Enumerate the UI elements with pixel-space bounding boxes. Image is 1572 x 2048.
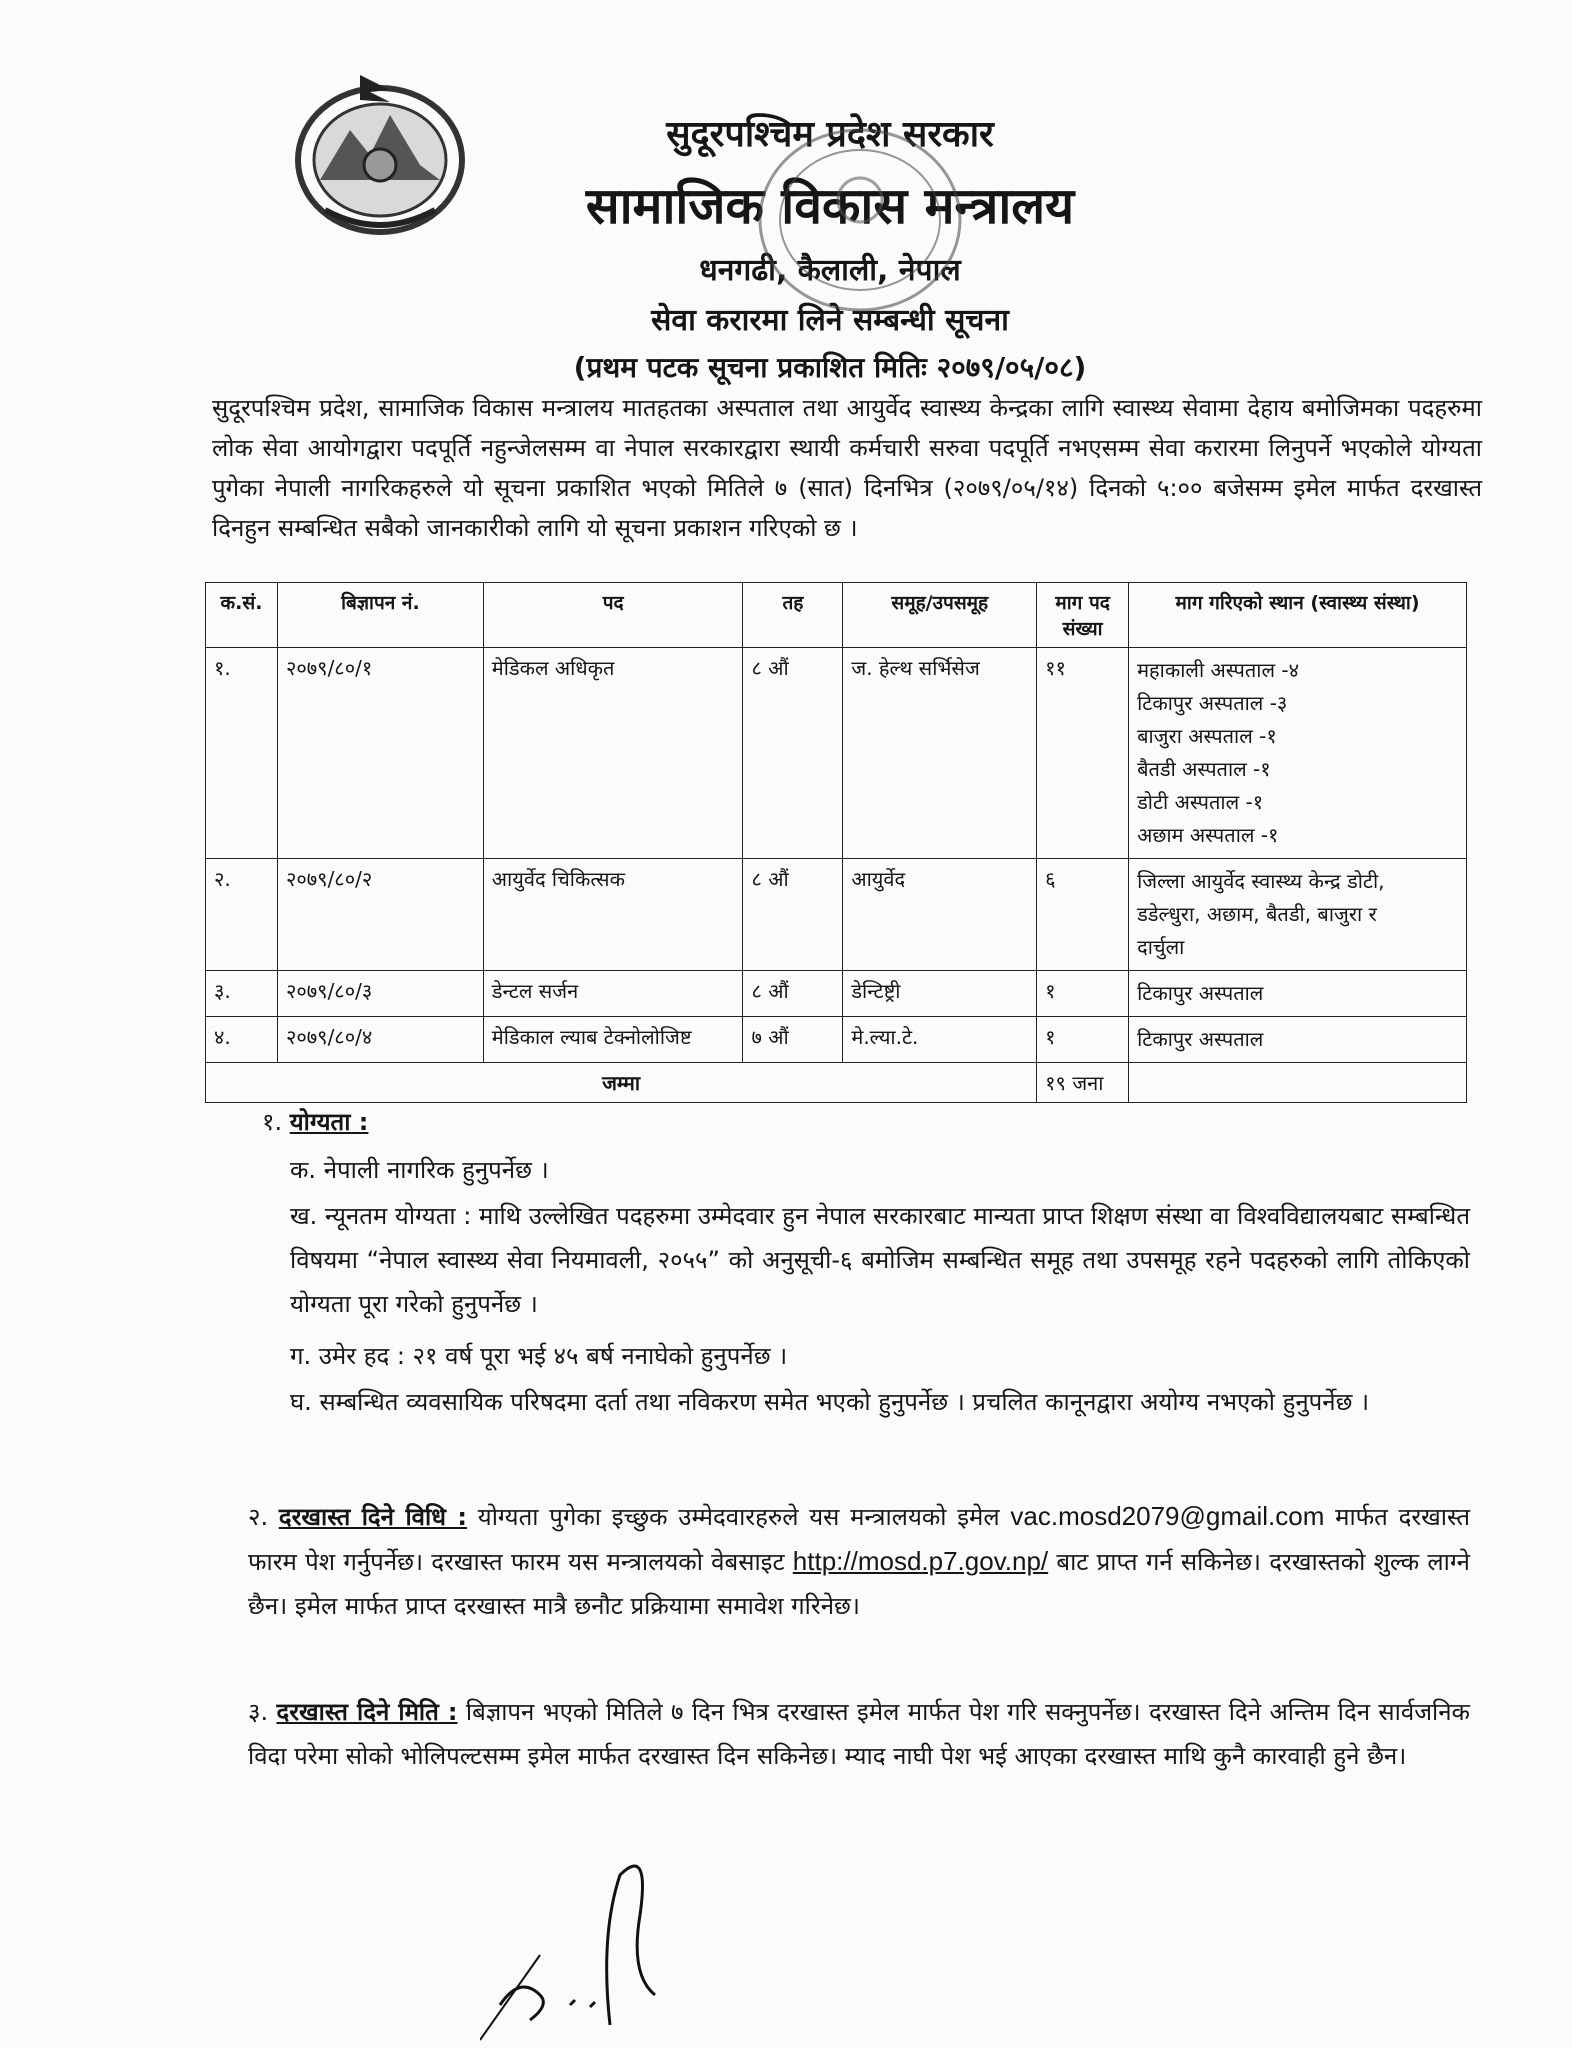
section-2-number: २. bbox=[248, 1503, 269, 1531]
intro-paragraph: सुदूरपश्चिम प्रदेश, सामाजिक विकास मन्त्रालय मातहतका अस्पताल तथा आयुर्वेद स्वास्थ्य केन्द्रका लागि स्वास्थ्य सेवामा देहाय बमोजिमका पदहरुमा लोक सेवा आयोगद्वारा पदपूर्ति नहुन्जेलसम्म वा नेपाल सरकारद्वारा स्थायी कर्मचारी सरुवा पदपूर्ति नभएसम्म सेवा करारमा लिनुपर्ने भएकोले योग्यता पुगेका नेपाली नागरिकहरुले यो सूचना प्रकाशित भएको मितिले ७ (सात) दिनभित्र (२०७९/०५/१४) दिनको ५:०० बजेसम्म इमेल मार्फत दरखास्त दिनहुन सम्बन्धित सबैको जानकारीको लागि यो सूचना प्रकाशन गरिएको छ । bbox=[212, 394, 1482, 542]
cell-count: १ bbox=[1037, 1017, 1129, 1063]
cell-location bbox=[1129, 648, 1467, 859]
header-location: माग गरिएको स्थान (स्वास्थ्य संस्था) bbox=[1129, 583, 1467, 648]
cell-sn: १. bbox=[206, 648, 278, 859]
cell-post: मेडिकाल ल्याब टेक्नोलोजिष्ट bbox=[483, 1017, 743, 1063]
cell-sn: २. bbox=[206, 859, 278, 971]
location-line: डडेल्धुरा, अछाम, बैतडी, बाजुरा र bbox=[1137, 902, 1377, 926]
cell-level: ८ औं bbox=[743, 648, 843, 859]
header-count: माग पद संख्या bbox=[1037, 583, 1129, 648]
section-2-text-2: मार्फत दरखास्त फारम पेश गर्नुपर्नेछ। दरखास्त फारम यस मन्त्रालयको वेबसाइट bbox=[248, 1503, 1471, 1576]
section-3-title: दरखास्त दिने मिति : bbox=[276, 1698, 458, 1726]
location-line: टिकापुर अस्पताल -३ bbox=[1137, 691, 1288, 715]
location-line: अछाम अस्पताल -१ bbox=[1137, 823, 1279, 847]
header-sn: क.सं. bbox=[206, 583, 278, 648]
header-ministry: सामाजिक विकास मन्त्रालय bbox=[585, 177, 1075, 235]
cell-adv-no: २०७९/८०/३ bbox=[277, 971, 483, 1017]
cell-level: ८ औं bbox=[743, 859, 843, 971]
cell-group: डेन्टिष्ट्री bbox=[843, 971, 1037, 1017]
cell-location bbox=[1129, 859, 1467, 971]
section-2-title: दरखास्त दिने विधि : bbox=[278, 1503, 468, 1531]
cell-adv-no: २०७९/८०/२ bbox=[277, 859, 483, 971]
qualification-d: घ. सम्बन्धित व्यवसायिक परिषदमा दर्ता तथा नविकरण समेत भएको हुनुपर्नेछ । प्रचलित कानूनद्वारा अयोग्य नभएको हुनुपर्नेछ । bbox=[290, 1388, 1370, 1416]
section-2-text-1: योग्यता पुगेका इच्छुक उम्मेदवारहरुले यस मन्त्रालयको इमेल bbox=[477, 1503, 1000, 1531]
table-header-row bbox=[206, 583, 1467, 648]
location-line: दार्चुला bbox=[1137, 935, 1185, 959]
nepal-emblem-icon bbox=[290, 70, 470, 240]
qualification-a: क. नेपाली नागरिक हुनुपर्नेछ । bbox=[290, 1156, 549, 1184]
cell-group: ज. हेल्थ सर्भिसेज bbox=[843, 648, 1037, 859]
cell-count: ११ bbox=[1037, 648, 1129, 859]
notice-title: सेवा करारमा लिने सम्बन्धी सूचना bbox=[651, 303, 1009, 338]
cell-post: डेन्टल सर्जन bbox=[483, 971, 743, 1017]
section-3 bbox=[248, 1690, 1470, 1778]
email-link[interactable]: vac.mosd2079@gmail.com bbox=[1010, 1501, 1325, 1531]
official-stamp-icon bbox=[750, 120, 970, 320]
section-1-number: १. bbox=[262, 1108, 283, 1136]
table-row bbox=[206, 971, 1467, 1017]
total-label: जम्मा bbox=[206, 1063, 1037, 1103]
cell-post: आयुर्वेद चिकित्सक bbox=[483, 859, 743, 971]
section-2-text-3: बाट प्राप्त गर्न सकिनेछ। दरखास्तको शुल्क लाग्ने छैन। इमेल मार्फत प्राप्त दरखास्त मात्रै छनौट प्रक्रियामा समावेश गरिनेछ। bbox=[248, 1548, 1470, 1620]
total-empty-cell bbox=[1129, 1063, 1467, 1103]
cell-sn: ३. bbox=[206, 971, 278, 1017]
cell-level: ८ औं bbox=[743, 971, 843, 1017]
location-line: डोटी अस्पताल -१ bbox=[1137, 790, 1264, 814]
cell-post: मेडिकल अधिकृत bbox=[483, 648, 743, 859]
section-1-title: योग्यता : bbox=[289, 1108, 369, 1136]
section-1-heading bbox=[262, 1100, 368, 1144]
cell-count: १ bbox=[1037, 971, 1129, 1017]
header-post: पद bbox=[483, 583, 743, 648]
website-link[interactable]: http://mosd.p7.gov.np/ bbox=[792, 1546, 1049, 1576]
vacancy-table bbox=[205, 582, 1467, 1103]
cell-group: आयुर्वेद bbox=[843, 859, 1037, 971]
table-row bbox=[206, 1017, 1467, 1063]
section-3-number: ३. bbox=[248, 1698, 269, 1726]
cell-location: टिकापुर अस्पताल bbox=[1129, 1017, 1467, 1063]
section-2 bbox=[248, 1494, 1470, 1628]
cell-level: ७ औं bbox=[743, 1017, 843, 1063]
total-value: १९ जना bbox=[1037, 1063, 1129, 1103]
notice-subtitle: (प्रथम पटक सूचना प्रकाशित मितिः २०७९/०५/०८) bbox=[573, 351, 1087, 384]
signature-icon bbox=[480, 1855, 710, 2045]
location-line: महाकाली अस्पताल -४ bbox=[1137, 658, 1300, 682]
location-line: बाजुरा अस्पताल -१ bbox=[1137, 724, 1277, 748]
cell-group: मे.ल्या.टे. bbox=[843, 1017, 1037, 1063]
header-address: धनगढी, कैलाली, नेपाल bbox=[699, 253, 961, 288]
header-government: सुदूरपश्चिम प्रदेश सरकार bbox=[666, 114, 994, 155]
cell-adv-no: २०७९/८०/४ bbox=[277, 1017, 483, 1063]
table-row bbox=[206, 859, 1467, 971]
table-row bbox=[206, 648, 1467, 859]
header-group: समूह/उपसमूह bbox=[843, 583, 1037, 648]
cell-location: टिकापुर अस्पताल bbox=[1129, 971, 1467, 1017]
header-adv-no: बिज्ञापन नं. bbox=[277, 583, 483, 648]
cell-count: ६ bbox=[1037, 859, 1129, 971]
cell-sn: ४. bbox=[206, 1017, 278, 1063]
cell-adv-no: २०७९/८०/१ bbox=[277, 648, 483, 859]
table-total-row bbox=[206, 1063, 1467, 1103]
header-level: तह bbox=[743, 583, 843, 648]
section-3-text: बिज्ञापन भएको मितिले ७ दिन भित्र दरखास्त इमेल मार्फत पेश गरि सक्नुपर्नेछ। दरखास्त दिने अन्तिम दिन सार्वजनिक विदा परेमा सोको भोलिपल्टसम्म इमेल मार्फत दरखास्त दिन सकिनेछ। म्याद नाघी पेश भई आएका दरखास्त माथि कुनै कारवाही हुने छैन। bbox=[248, 1698, 1470, 1770]
location-line: जिल्ला आयुर्वेद स्वास्थ्य केन्द्र डोटी, bbox=[1137, 869, 1385, 893]
qualification-c: ग. उमेर हद : २१ वर्ष पूरा भई ४५ बर्ष ननाघेको हुनुपर्नेछ । bbox=[290, 1342, 788, 1370]
qualification-b: ख. न्यूनतम योग्यता : माथि उल्लेखित पदहरुमा उम्मेदवार हुन नेपाल सरकारबाट मान्यता प्राप्त शिक्षण संस्था वा विश्वविद्यालयबाट सम्बन्धित विषयमा “नेपाल स्वास्थ्य सेवा नियमावली, २०५५” को अनुसूची-६ बमोजिम सम्बन्धित समूह तथा उपसमूह रहने पदहरुको लागि तोकिएको योग्यता पूरा गरेको हुनुपर्नेछ । bbox=[290, 1202, 1470, 1318]
location-line: बैतडी अस्पताल -१ bbox=[1137, 757, 1271, 781]
